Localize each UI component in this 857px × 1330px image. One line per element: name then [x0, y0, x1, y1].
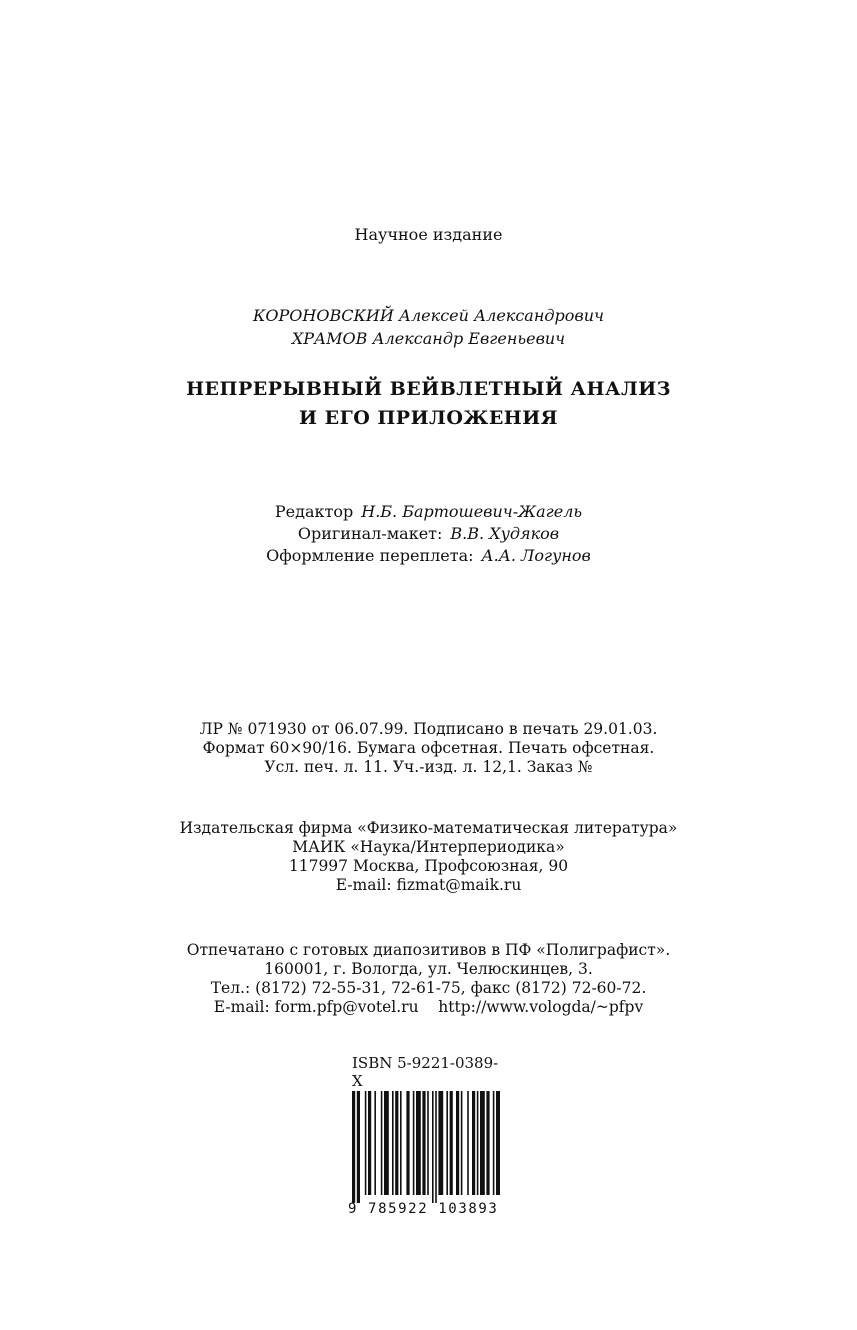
barcode-bar [496, 1091, 500, 1195]
barcode-bar [486, 1091, 489, 1195]
isbn-barcode [348, 1054, 508, 1217]
author-2: ХРАМОВ Александр Евгеньевич [291, 329, 566, 348]
barcode-bar [400, 1091, 402, 1195]
credit-cover [0, 545, 857, 567]
print-info-line: Формат 60×90/16. Бумага офсетная. Печать офсетная. [202, 739, 655, 757]
barcode-bar [381, 1091, 383, 1195]
printer-line: 160001, г. Вологда, ул. Челюскинцев, 3. [264, 960, 593, 978]
credit-role: Оригинал-макет: [297, 524, 443, 543]
barcode-bar [357, 1091, 360, 1203]
barcode-bar [432, 1091, 434, 1203]
barcode-bar [472, 1091, 475, 1195]
barcode-bar [438, 1091, 443, 1195]
printer-line: Отпечатано с готовых диапозитивов в ПФ «Полиграфист». [186, 941, 671, 959]
barcode-bar [477, 1091, 479, 1195]
barcode-digits: 9 785922 103893 [348, 1201, 499, 1217]
publisher-email: E-mail: fizmat@maik.ru [335, 876, 522, 894]
barcode-bar [368, 1091, 371, 1195]
barcode-bar [450, 1091, 453, 1195]
barcode-bar [422, 1091, 425, 1195]
barcode-bar [413, 1091, 415, 1195]
barcode-bar [384, 1091, 389, 1195]
barcode-bar [406, 1091, 409, 1195]
credit-role: Редактор [274, 502, 354, 521]
credit-editor [0, 501, 857, 523]
printer-line: Тел.: (8172) 72-55-31, 72-61-75, факс (8172) 72-60-72. [210, 979, 647, 997]
barcode-bar [392, 1091, 394, 1195]
barcode-bar [467, 1091, 469, 1195]
credit-layout [0, 523, 857, 545]
barcode-bar [446, 1091, 448, 1195]
title-line-1: НЕПРЕРЫВНЫЙ ВЕЙВЛЕТНЫЙ АНАЛИЗ [186, 378, 671, 400]
barcode-bar [395, 1091, 398, 1195]
barcode-bar [493, 1091, 495, 1195]
credit-person: Н.Б. Бартошевич-Жагель [361, 502, 583, 521]
isbn-label: ISBN 5-9221-0389-X [352, 1054, 499, 1090]
print-info-line: Усл. печ. л. 11. Уч.-изд. л. 12,1. Заказ № [264, 758, 593, 776]
barcode-bar [435, 1091, 437, 1203]
publisher-line: Издательская фирма «Физико-математическая литература» [179, 819, 678, 837]
barcode-bar [456, 1091, 459, 1195]
barcode-bar [480, 1091, 485, 1195]
print-info-line: ЛР № 071930 от 06.07.99. Подписано в печать 29.01.03. [199, 720, 658, 738]
credit-person: В.В. Худяков [450, 524, 560, 543]
credit-person: А.А. Логунов [481, 546, 591, 565]
credit-role: Оформление переплета: [266, 546, 474, 565]
barcode-bar [374, 1091, 376, 1195]
printer-contacts: E-mail: form.pfp@votel.ru http://www.vologda/~pfpv [213, 998, 644, 1016]
barcode-icon [348, 1091, 500, 1203]
barcode-bar [416, 1091, 421, 1195]
publisher-line: 117997 Москва, Профсоюзная, 90 [288, 857, 569, 875]
barcode-bar [427, 1091, 429, 1195]
barcode-bar [365, 1091, 367, 1195]
title-line-2: И ЕГО ПРИЛОЖЕНИЯ [299, 407, 558, 429]
publisher-line: МАИК «Наука/Интерпериодика» [292, 838, 565, 856]
barcode-bar [461, 1091, 463, 1195]
edition-type: Научное издание [354, 225, 503, 244]
author-1: КОРОНОВСКИЙ Алексей Александрович [253, 306, 604, 325]
barcode-bar [352, 1091, 355, 1203]
